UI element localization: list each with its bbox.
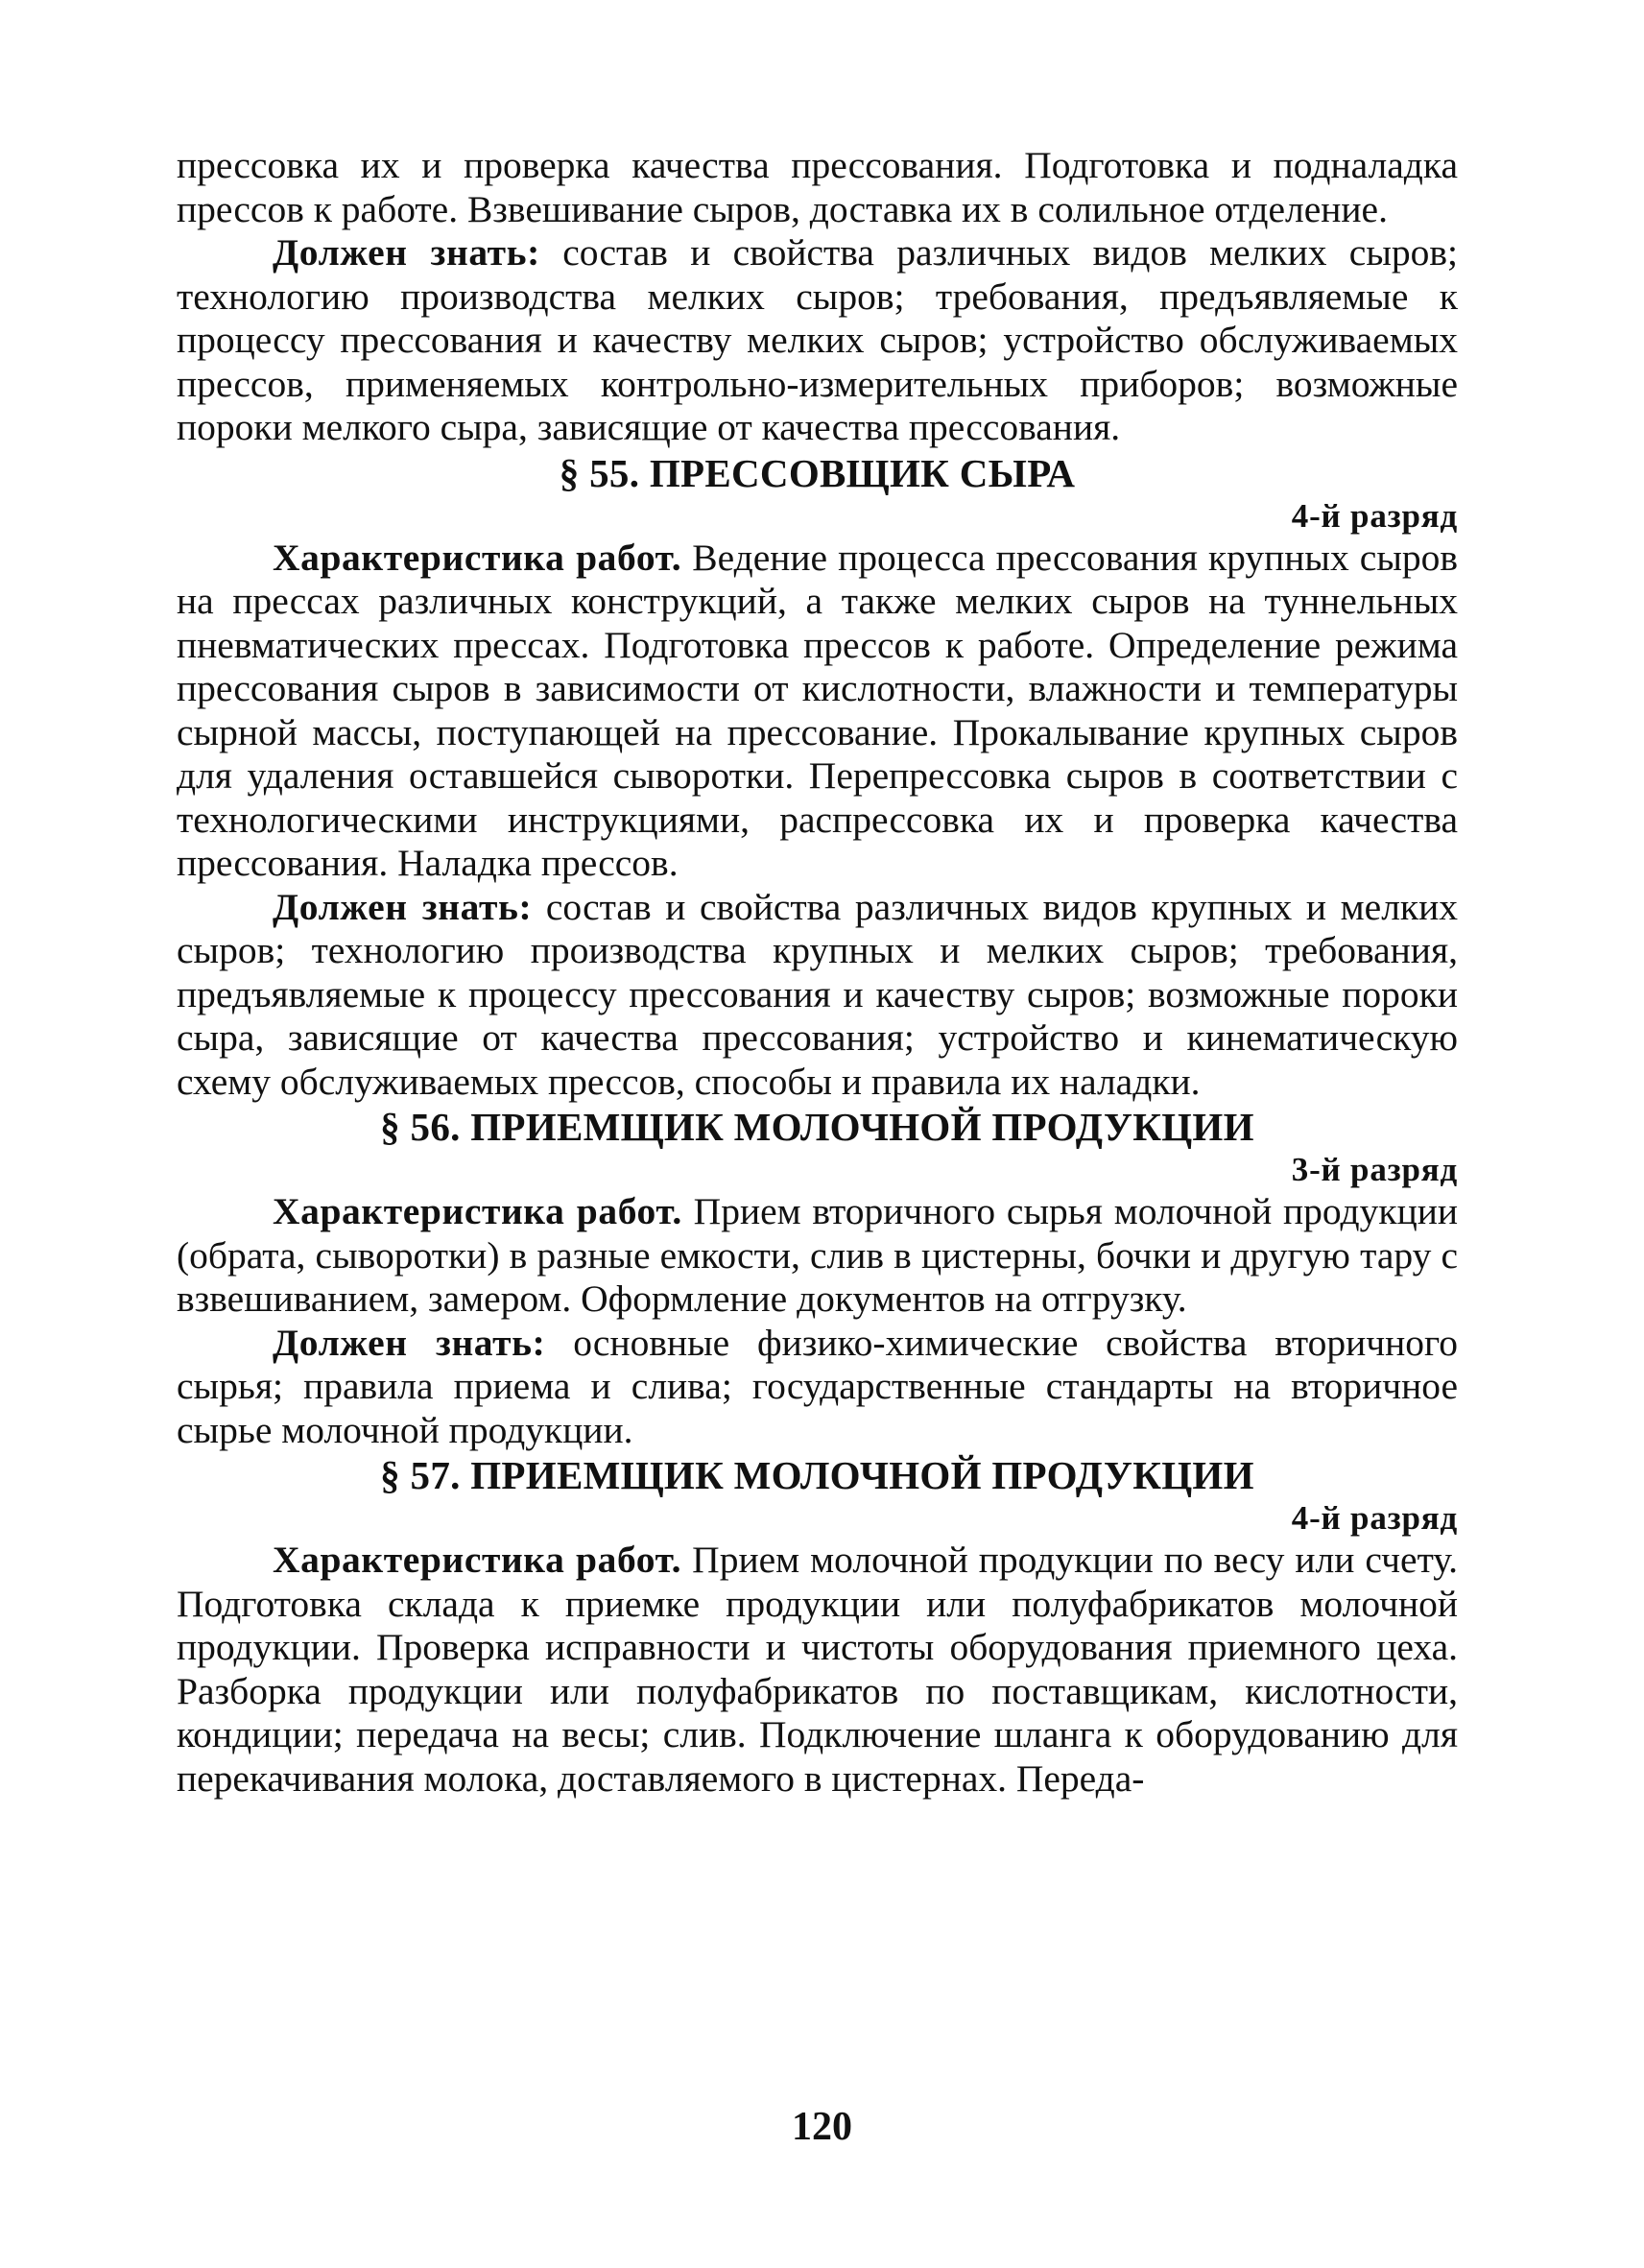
section-55-know-text: состав и свойства различных видов крупных и мелких сыров; технологию производства крупных и мелких сыров; требования, предъявляемые к процессу прессования и качеству сыров; возможные пороки сыра, зависящие от качества прессования; устройство и кинематическую схему обслуживаемых прессов, способы и правила их наладки. <box>177 885 1458 1103</box>
section-56-know-label: Должен знать: <box>273 1321 546 1364</box>
must-know-label: Должен знать: <box>273 231 540 274</box>
section-57-work-paragraph <box>177 1539 1458 1801</box>
section-55-know-paragraph <box>177 886 1458 1105</box>
section-55-work-label: Характеристика работ. <box>273 536 682 579</box>
section-55-title: § 55. ПРЕССОВЩИК СЫРА <box>559 450 1076 495</box>
continued-paragraph: прессовка их и проверка качества прессования. Подготовка и подналадка прессов к работе. Взвешивание сыров, доставка их в солильное отделение. <box>177 144 1458 230</box>
section-56-title: § 56. ПРИЕМЩИК МОЛОЧНОЙ ПРОДУКЦИИ <box>380 1105 1254 1149</box>
section-56-work-text: Прием вторичного сырья молочной продукции (обрата, сыворотки) в разные емкости, слив в цистерны, бочки и другую тару с взвешиванием, замером. Оформление документов на отгрузку. <box>177 1190 1458 1320</box>
must-know-paragraph <box>177 231 1458 450</box>
must-know-text: состав и свойства различных видов мелких сыров; технологию производства мелких сыров; требования, предъявляемые к процессу прессования и качеству мелких сыров; устройство обслуживаемых прессов, применяемых контрольно-измерительных приборов; возможные пороки мелкого сыра, зависящие от качества прессования. <box>177 231 1458 448</box>
page-body <box>177 144 1458 1801</box>
section-57-work-text: Прием молочной продукции по весу или счету. Подготовка склада к приемке продукции или полуфабрикатов молочной продукции. Проверка исправности и чистоты оборудования приемного цеха. Разборка продукции или полуфабрикатов по поставщикам, кислотности, кондиции; передача на весы; слив. Подключение шланга к оборудованию для перекачивания молока, доставляемого в цистернах. Переда- <box>177 1539 1458 1800</box>
section-56-know-text: основные физико-химические свойства вторичного сырья; правила приема и слива; государственные стандарты на вторичное сырье молочной продукции. <box>177 1321 1458 1451</box>
section-55-grade: 4-й разряд <box>1291 496 1458 535</box>
section-57-work-label: Характеристика работ. <box>273 1539 682 1581</box>
section-56-grade: 3-й разряд <box>1291 1151 1458 1188</box>
section-57-grade: 4-й разряд <box>1291 1499 1458 1537</box>
section-55-work-text: Ведение процесса прессования крупных сыров на прессах различных конструкций, а также мелких сыров на туннельных пневматических прессах. Подготовка прессов к работе. Определение режима прессования сыров в зависимости от кислотности, влажности и температуры сырной массы, поступающей на прессование. Прокалывание крупных сыров для удаления оставшейся сыворотки. Перепрессовка сыров в соответствии с технологическими инструкциями, распрессовка их и проверка качества прессования. Наладка прессов. <box>177 536 1459 884</box>
page-number: 120 <box>792 2105 852 2149</box>
section-55-know-label: Должен знать: <box>273 885 533 928</box>
section-56-know-paragraph <box>177 1322 1458 1453</box>
section-55-work-paragraph <box>177 537 1458 886</box>
section-56-work-paragraph <box>177 1190 1458 1322</box>
section-56-work-label: Характеристика работ. <box>273 1190 682 1232</box>
section-57-title: § 57. ПРИЕМЩИК МОЛОЧНОЙ ПРОДУКЦИИ <box>380 1453 1254 1497</box>
